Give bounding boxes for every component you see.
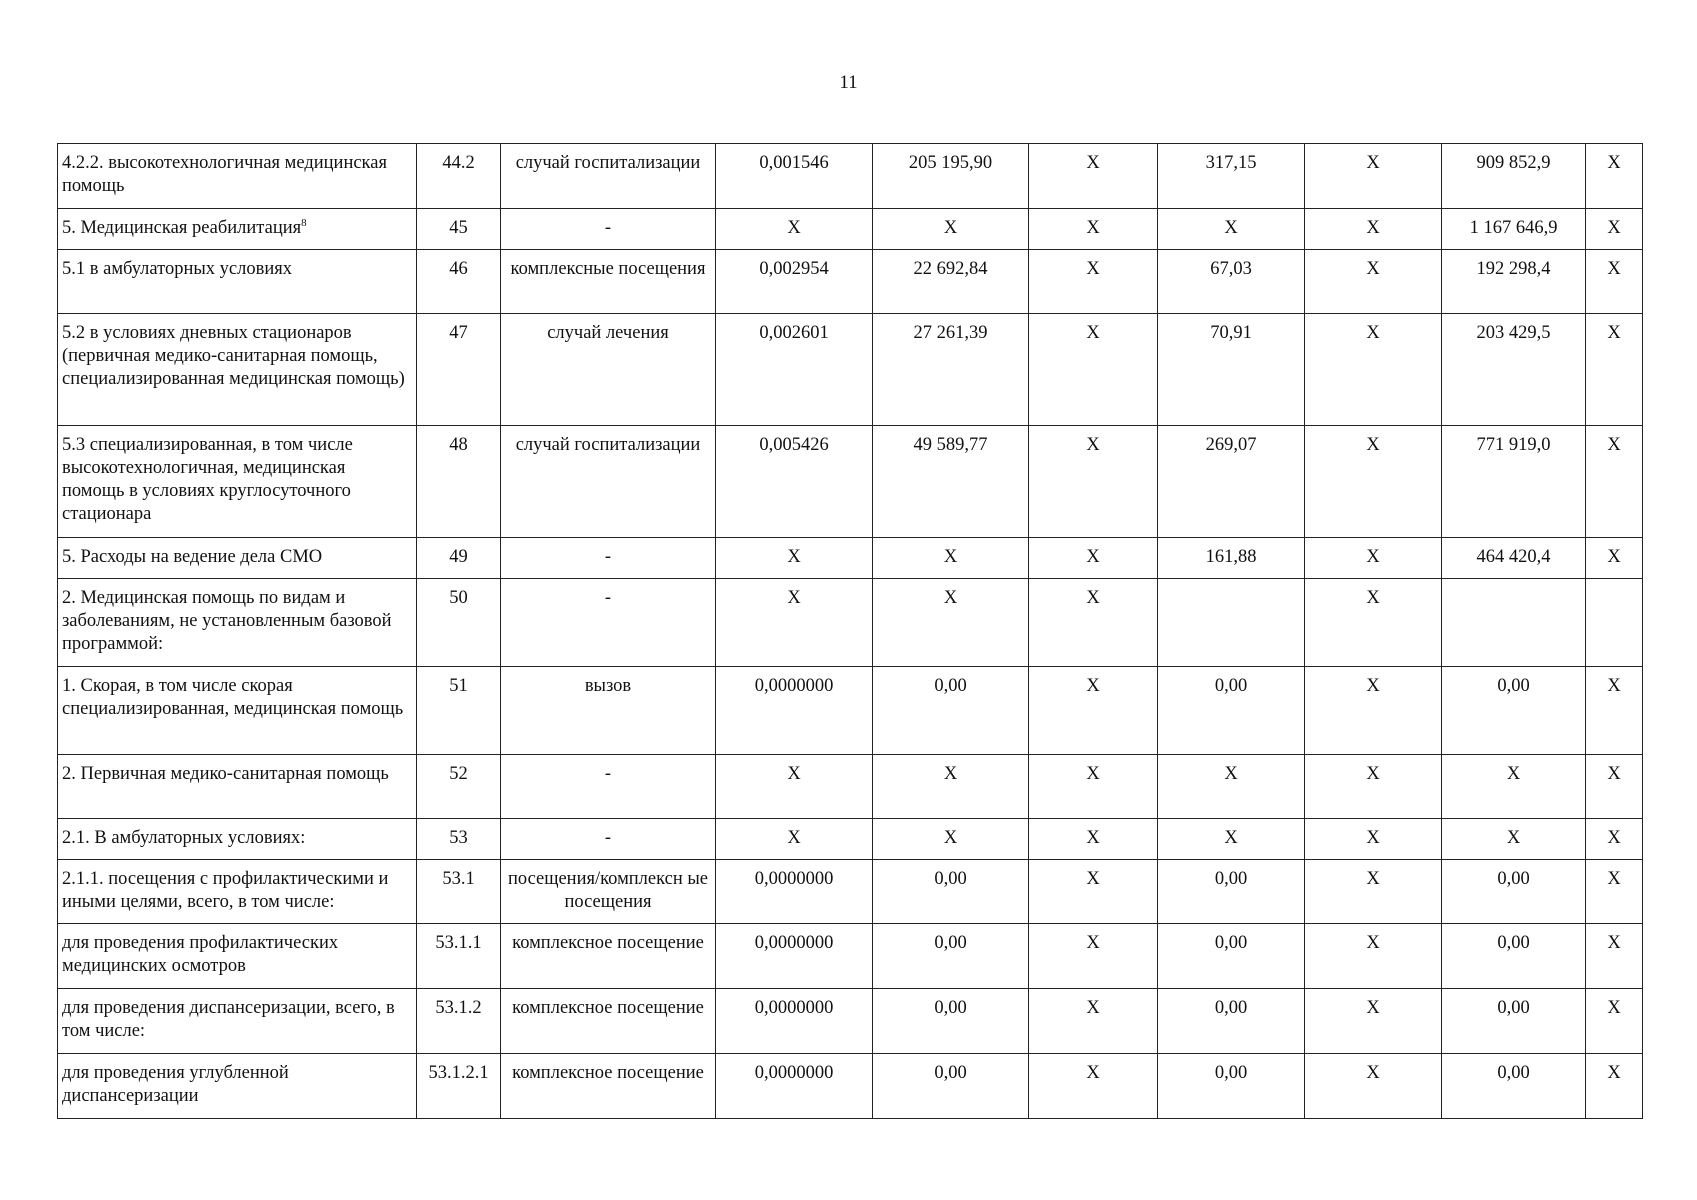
total-cost-cell: 0,00: [1442, 1054, 1586, 1119]
col-x-1-cell: Х: [1029, 755, 1158, 819]
col-x-3-cell: Х: [1586, 860, 1643, 924]
col-x-2-cell: Х: [1305, 426, 1442, 538]
total-cost-cell: 909 852,9: [1442, 144, 1586, 209]
per-capita-norm-cell: 67,03: [1158, 250, 1305, 314]
cost-norm-cell: 49 589,77: [873, 426, 1029, 538]
volume-norm-cell: Х: [716, 755, 873, 819]
col-x-3-cell: Х: [1586, 250, 1643, 314]
col-x-3-cell: Х: [1586, 755, 1643, 819]
col-x-1-cell: Х: [1029, 1054, 1158, 1119]
total-cost-cell: 464 420,4: [1442, 538, 1586, 579]
table-row: [58, 924, 1643, 989]
col-x-1-cell: Х: [1029, 144, 1158, 209]
row-name-cell: [58, 314, 417, 426]
col-x-3-cell: Х: [1586, 209, 1643, 250]
col-x-1-cell: Х: [1029, 924, 1158, 989]
total-cost-cell: 0,00: [1442, 860, 1586, 924]
col-x-3-cell: Х: [1586, 924, 1643, 989]
table-row: [58, 755, 1643, 819]
col-x-2-cell: Х: [1305, 579, 1442, 667]
volume-norm-cell: 0,0000000: [716, 989, 873, 1054]
row-name-cell: [58, 250, 417, 314]
unit-of-measure-cell: случай госпитализации: [501, 144, 716, 209]
row-number-cell: 52: [417, 755, 501, 819]
row-name-text: 5.1 в амбулаторных условиях: [62, 259, 293, 279]
unit-of-measure-cell: -: [501, 538, 716, 579]
row-name-text: для проведения углубленной диспансеризации: [62, 1063, 289, 1106]
table-row: [58, 819, 1643, 860]
volume-norm-cell: 0,0000000: [716, 924, 873, 989]
col-x-2-cell: Х: [1305, 250, 1442, 314]
cost-norm-cell: 22 692,84: [873, 250, 1029, 314]
unit-of-measure-cell: -: [501, 755, 716, 819]
col-x-2-cell: Х: [1305, 989, 1442, 1054]
col-x-2-cell: Х: [1305, 667, 1442, 755]
unit-of-measure-cell: посещения/комплексн ые посещения: [501, 860, 716, 924]
table-row: [58, 860, 1643, 924]
row-name-cell: [58, 209, 417, 250]
row-number-cell: 47: [417, 314, 501, 426]
col-x-3-cell: Х: [1586, 989, 1643, 1054]
col-x-2-cell: Х: [1305, 860, 1442, 924]
row-name-cell: [58, 1054, 417, 1119]
row-name-cell: [58, 924, 417, 989]
col-x-3-cell: Х: [1586, 144, 1643, 209]
table-row: [58, 1054, 1643, 1119]
col-x-1-cell: Х: [1029, 250, 1158, 314]
per-capita-norm-cell: Х: [1158, 209, 1305, 250]
volume-norm-cell: 0,002601: [716, 314, 873, 426]
unit-of-measure-cell: комплексные посещения: [501, 250, 716, 314]
total-cost-cell: 771 919,0: [1442, 426, 1586, 538]
table-row: [58, 314, 1643, 426]
col-x-3-cell: [1586, 579, 1643, 667]
col-x-3-cell: Х: [1586, 819, 1643, 860]
col-x-3-cell: Х: [1586, 426, 1643, 538]
col-x-2-cell: Х: [1305, 538, 1442, 579]
row-name-cell: [58, 989, 417, 1054]
col-x-2-cell: Х: [1305, 209, 1442, 250]
col-x-1-cell: Х: [1029, 426, 1158, 538]
per-capita-norm-cell: [1158, 579, 1305, 667]
col-x-1-cell: Х: [1029, 209, 1158, 250]
col-x-2-cell: Х: [1305, 819, 1442, 860]
per-capita-norm-cell: Х: [1158, 755, 1305, 819]
unit-of-measure-cell: случай лечения: [501, 314, 716, 426]
table-row: [58, 209, 1643, 250]
col-x-3-cell: Х: [1586, 667, 1643, 755]
row-name-cell: [58, 538, 417, 579]
unit-of-measure-cell: вызов: [501, 667, 716, 755]
unit-of-measure-cell: -: [501, 209, 716, 250]
volume-norm-cell: Х: [716, 819, 873, 860]
row-name-cell: [58, 819, 417, 860]
row-name-cell: [58, 667, 417, 755]
volume-norm-cell: 0,005426: [716, 426, 873, 538]
row-number-cell: 44.2: [417, 144, 501, 209]
row-number-cell: 46: [417, 250, 501, 314]
table-row: [58, 426, 1643, 538]
per-capita-norm-cell: 0,00: [1158, 1054, 1305, 1119]
col-x-1-cell: Х: [1029, 667, 1158, 755]
cost-norm-cell: Х: [873, 819, 1029, 860]
total-cost-cell: [1442, 579, 1586, 667]
col-x-2-cell: Х: [1305, 144, 1442, 209]
table-body: [58, 144, 1643, 1119]
unit-of-measure-cell: комплексное посещение: [501, 989, 716, 1054]
col-x-2-cell: Х: [1305, 924, 1442, 989]
unit-of-measure-cell: -: [501, 819, 716, 860]
cost-norm-cell: 0,00: [873, 989, 1029, 1054]
col-x-1-cell: Х: [1029, 314, 1158, 426]
row-name-text: 5.3 специализированная, в том числе высокотехнологичная, медицинская помощь в условиях круглосуточного стационара: [62, 435, 353, 524]
col-x-3-cell: Х: [1586, 1054, 1643, 1119]
row-number-cell: 53.1: [417, 860, 501, 924]
col-x-3-cell: Х: [1586, 538, 1643, 579]
total-cost-cell: 1 167 646,9: [1442, 209, 1586, 250]
cost-norm-cell: Х: [873, 755, 1029, 819]
volume-norm-cell: Х: [716, 209, 873, 250]
total-cost-cell: Х: [1442, 755, 1586, 819]
table-row: [58, 144, 1643, 209]
volume-norm-cell: Х: [716, 538, 873, 579]
row-number-cell: 50: [417, 579, 501, 667]
row-name-text: для проведения диспансеризации, всего, в том числе:: [62, 998, 395, 1041]
row-name-cell: [58, 426, 417, 538]
col-x-3-cell: Х: [1586, 314, 1643, 426]
row-number-cell: 49: [417, 538, 501, 579]
cost-norm-cell: 0,00: [873, 1054, 1029, 1119]
row-name-text: 2. Медицинская помощь по видам и заболеваниям, не установленным базовой программой:: [62, 588, 392, 654]
cost-norm-cell: Х: [873, 579, 1029, 667]
cost-norm-cell: 0,00: [873, 860, 1029, 924]
per-capita-norm-cell: 0,00: [1158, 924, 1305, 989]
cost-norm-cell: Х: [873, 538, 1029, 579]
unit-of-measure-cell: комплексное посещение: [501, 924, 716, 989]
row-number-cell: 53.1.2.1: [417, 1054, 501, 1119]
per-capita-norm-cell: 70,91: [1158, 314, 1305, 426]
row-name-text: 2.1. В амбулаторных условиях:: [62, 828, 306, 848]
row-number-cell: 53.1.1: [417, 924, 501, 989]
row-name-text: 4.2.2. высокотехнологичная медицинская помощь: [62, 153, 387, 196]
col-x-1-cell: Х: [1029, 579, 1158, 667]
cost-norm-cell: 0,00: [873, 924, 1029, 989]
total-cost-cell: 203 429,5: [1442, 314, 1586, 426]
row-number-cell: 53: [417, 819, 501, 860]
row-name-text: 5. Медицинская реабилитация: [62, 218, 302, 238]
volume-norm-cell: 0,0000000: [716, 667, 873, 755]
row-number-cell: 45: [417, 209, 501, 250]
total-cost-cell: 0,00: [1442, 667, 1586, 755]
row-name-text: 2. Первичная медико-санитарная помощь: [62, 764, 389, 784]
row-number-cell: 48: [417, 426, 501, 538]
table-row: [58, 667, 1643, 755]
col-x-2-cell: Х: [1305, 755, 1442, 819]
col-x-1-cell: Х: [1029, 538, 1158, 579]
col-x-1-cell: Х: [1029, 819, 1158, 860]
col-x-1-cell: Х: [1029, 989, 1158, 1054]
row-name-text: 5. Расходы на ведение дела СМО: [62, 547, 323, 567]
row-number-cell: 53.1.2: [417, 989, 501, 1054]
unit-of-measure-cell: комплексное посещение: [501, 1054, 716, 1119]
per-capita-norm-cell: Х: [1158, 819, 1305, 860]
table-row: [58, 538, 1643, 579]
cost-norm-cell: 27 261,39: [873, 314, 1029, 426]
cost-norm-cell: 205 195,90: [873, 144, 1029, 209]
row-name-cell: [58, 579, 417, 667]
per-capita-norm-cell: 269,07: [1158, 426, 1305, 538]
volume-norm-cell: 0,001546: [716, 144, 873, 209]
total-cost-cell: 0,00: [1442, 924, 1586, 989]
row-name-text: 1. Скорая, в том числе скорая специализированная, медицинская помощь: [62, 676, 404, 719]
volume-norm-cell: 0,0000000: [716, 1054, 873, 1119]
table-row: [58, 579, 1643, 667]
col-x-2-cell: Х: [1305, 1054, 1442, 1119]
page-number: 11: [839, 72, 858, 93]
cost-norm-cell: 0,00: [873, 667, 1029, 755]
row-name-cell: [58, 144, 417, 209]
row-name-text: 2.1.1. посещения с профилактическими и иными целями, всего, в том числе:: [62, 869, 389, 912]
total-cost-cell: 0,00: [1442, 989, 1586, 1054]
per-capita-norm-cell: 0,00: [1158, 667, 1305, 755]
unit-of-measure-cell: случай госпитализации: [501, 426, 716, 538]
per-capita-norm-cell: 0,00: [1158, 989, 1305, 1054]
row-name-text: 5.2 в условиях дневных стационаров (первичная медико-санитарная помощь, специализированная медицинская помощь): [62, 323, 405, 389]
cost-norm-cell: Х: [873, 209, 1029, 250]
volume-norm-cell: Х: [716, 579, 873, 667]
per-capita-norm-cell: 161,88: [1158, 538, 1305, 579]
volume-norm-cell: 0,002954: [716, 250, 873, 314]
row-name-cell: [58, 860, 417, 924]
volume-norm-cell: 0,0000000: [716, 860, 873, 924]
unit-of-measure-cell: -: [501, 579, 716, 667]
col-x-2-cell: Х: [1305, 314, 1442, 426]
row-number-cell: 51: [417, 667, 501, 755]
per-capita-norm-cell: 317,15: [1158, 144, 1305, 209]
total-cost-cell: 192 298,4: [1442, 250, 1586, 314]
footnote-marker: 8: [301, 216, 307, 229]
row-name-cell: [58, 755, 417, 819]
table-row: [58, 989, 1643, 1054]
data-table: [57, 143, 1643, 1119]
col-x-1-cell: Х: [1029, 860, 1158, 924]
total-cost-cell: Х: [1442, 819, 1586, 860]
per-capita-norm-cell: 0,00: [1158, 860, 1305, 924]
row-name-text: для проведения профилактических медицинских осмотров: [62, 933, 339, 976]
table-row: [58, 250, 1643, 314]
